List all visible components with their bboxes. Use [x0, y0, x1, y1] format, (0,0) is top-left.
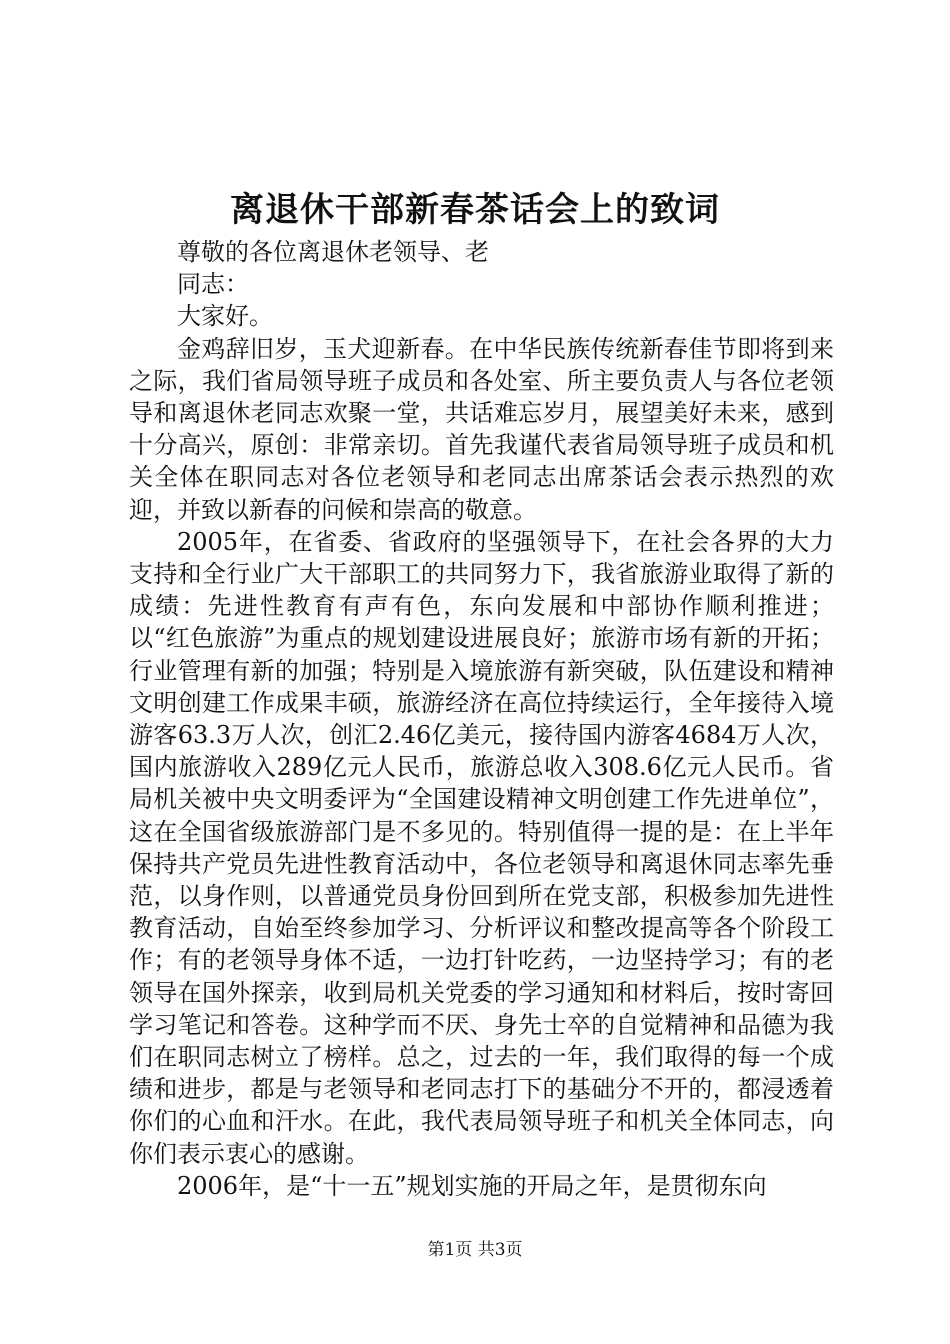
document-title: 离退休干部新春茶话会上的致词: [230, 190, 720, 230]
salutation-line-1: 尊敬的各位离退休老领导、老: [177, 238, 489, 266]
document-body: [129, 236, 834, 1202]
paragraph-2006-outlook: 2006年，是“十一五”规划实施的开局之年，是贯彻东向: [177, 1171, 767, 1200]
greeting: 大家好。: [177, 302, 273, 331]
page-number-footer: 第1页 共3页: [427, 1240, 523, 1260]
paragraph-2005-review: 2005年，在省委、省政府的坚强领导下，在社会各界的大力支持和全行业广大干部职工的共同努力下，我省旅游业取得了新的成绩：先进性教育有声有色，东向发展和中部协作顺利推进；以“红色旅游”为重点的规划建设进展良好；旅游市场有新的开拓；行业管理有新的加强；特别是入境旅游有新突破，队伍建设和精神文明创建工作成果丰硕，旅游经济在高位持续运行，全年接待入境游客63.3万人次，创汇2.46亿美元，接待国内游客4684万人次，国内旅游收入289亿元人民币，旅游总收入308.6亿元人民币。省局机关被中央文明委评为“全国建设精神文明创建工作先进单位”，这在全国省级旅游部门是不多见的。特别值得一提的是：在上半年保持共产党员先进性教育活动中，各位老领导和离退休同志率先垂范，以身作则，以普通党员身份回到所在党支部，积极参加先进性教育活动，自始至终参加学习、分析评议和整改提高等各个阶段工作；有的老领导身体不适，一边打针吃药，一边坚持学习；有的老领导在国外探亲，收到局机关党委的学习通知和材料后，按时寄回学习笔记和答卷。这种学而不厌、身先士卒的自觉精神和品德为我们在职同志树立了榜样。总之，过去的一年，我们取得的每一个成绩和进步，都是与老领导和老同志打下的基础分不开的，都浸透着你们的心血和汗水。在此，我代表局领导班子和机关全体同志，向你们表示衷心的感谢。: [129, 527, 834, 1168]
salutation-line-2: 同志：: [177, 270, 249, 299]
paragraph-opening: 金鸡辞旧岁，玉犬迎新春。在中华民族传统新春佳节即将到来之际，我们省局领导班子成员和各处室、所主要负责人与各位老领导和离退休老同志欢聚一堂，共话难忘岁月，展望美好未来，感到十分高兴，原创：非常亲切。首先我谨代表省局领导班子成员和机关全体在职同志对各位老领导和老同志出席茶话会表示热烈的欢迎，并致以新春的问候和崇高的敬意。: [129, 334, 834, 524]
